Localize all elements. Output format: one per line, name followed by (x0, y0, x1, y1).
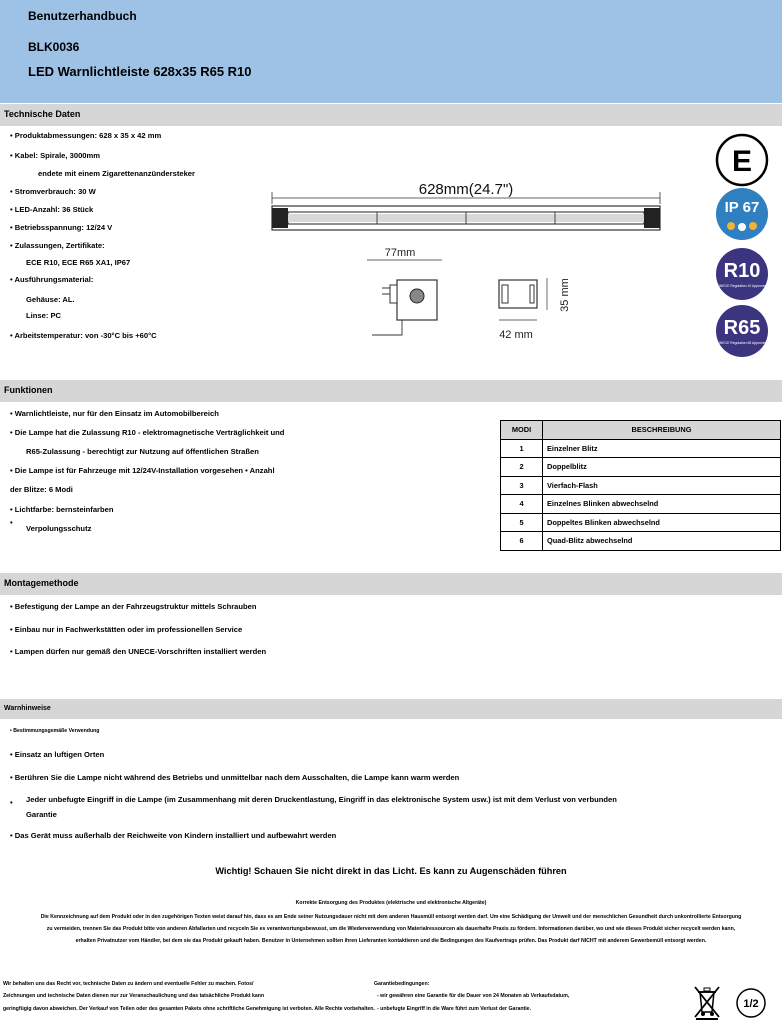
function-item: der Blitze: 6 Modi (10, 485, 73, 494)
footer-disclaimer: Wir behalten uns das Recht vor, technische Daten zu ändern und eventuelle Fehler zu machen. Fotos/ (3, 981, 254, 987)
product-name: LED Warnlichtleiste 628x35 R65 R10 (28, 64, 252, 79)
page-indicator (735, 987, 767, 1019)
tech-item: ECE R10, ECE R65 XA1, IP67 (26, 258, 131, 267)
mode-number: 4 (501, 495, 543, 514)
weee-bin-icon (692, 984, 722, 1020)
ip67-badge-icon (714, 186, 770, 242)
warning-bullet: • (10, 798, 13, 807)
section-tech-header (0, 104, 782, 126)
mode-description: Vierfach-Flash (543, 476, 781, 495)
tech-item: Gehäuse: AL. (26, 295, 75, 304)
e-mark-icon (714, 132, 770, 188)
doc-type-title: Benutzerhandbuch (28, 9, 137, 23)
section-warnings-title: Warnhinweise (4, 705, 51, 712)
mode-number: 1 (501, 439, 543, 458)
document-header (0, 0, 782, 103)
function-item: • Lichtfarbe: bernsteinfarben (10, 505, 114, 514)
warning-small-item: • Bestimmungsgemäße Verwendung (10, 728, 100, 734)
r65-badge-icon (714, 303, 770, 359)
table-row (501, 532, 781, 551)
width-dimension-label: 77mm (384, 247, 416, 259)
svg-text:UNECE Regulation 10 Approved: UNECE Regulation 10 Approved (717, 284, 767, 288)
function-item: • Die Lampe ist für Fahrzeuge mit 12/24V-Installation vorgesehen • Anzahl (10, 466, 275, 475)
tech-item: • Betriebsspannung: 12/24 V (10, 223, 113, 232)
disposal-line: Die Kennzeichnung auf dem Produkt oder in den zugehörigen Texten weist darauf hin, dass es am Ende seiner Nutzungsdauer nicht mit dem anderen Hausmüll entsorgt werden darf. Um eine Schädigung der Umwelt und der menschlichen Gesundheit durch unkontrollierte Entsorgung (40, 914, 742, 920)
mode-description: Quad-Blitz abwechselnd (543, 532, 781, 551)
tech-item: • Arbeitstemperatur: von -30°C bis +60°C (10, 331, 157, 340)
length-dimension-label: 628mm(24.7") (418, 181, 514, 198)
table-row (501, 476, 781, 495)
mode-number: 2 (501, 458, 543, 477)
tech-item: • Stromverbrauch: 30 W (10, 187, 96, 196)
section-functions-header (0, 380, 782, 402)
section-mounting-header (0, 573, 782, 595)
flash-modes-table (500, 420, 781, 551)
depth-dimension-label: 42 mm (499, 329, 533, 341)
footer-disclaimer: geringfügig davon abweichen. Der Verkauf von Teilen oder des gesamten Pakets ohne schriftliche Genehmigung ist verboten. Alle Rechte vorbehalten. (3, 1006, 375, 1012)
tech-item: • Produktabmessungen: 628 x 35 x 42 mm (10, 131, 162, 140)
function-item: • (10, 518, 13, 527)
mounting-item: • Befestigung der Lampe an der Fahrzeugstruktur mittels Schrauben (10, 602, 257, 611)
warranty-line: - unbefugte Eingriff in die Ware führt zum Verlust der Garantie. (377, 1006, 532, 1012)
mode-description: Einzelner Blitz (543, 439, 781, 458)
product-code: BLK0036 (28, 40, 80, 54)
height-dimension-label: 35 mm (559, 278, 571, 312)
svg-text:R10: R10 (723, 260, 761, 282)
table-row (501, 458, 781, 477)
r10-badge-icon (714, 246, 770, 302)
tech-item: • Zulassungen, Zertifikate: (10, 241, 105, 250)
mounting-item: • Einbau nur in Fachwerkstätten oder im professionellen Service (10, 625, 243, 634)
mode-number: 3 (501, 476, 543, 495)
warranty-title: Garantiebedingungen: (374, 981, 430, 987)
footer-disclaimer: Zeichnungen und technische Daten dienen nur zur Veranschaulichung und das tatsächliche Produkt kann (3, 993, 265, 999)
section-functions-title: Funktionen (4, 385, 53, 395)
tech-item: • Ausführungsmaterial: (10, 275, 94, 284)
warranty-line: - wir gewähren eine Garantie für die Dauer von 24 Monaten ab Verkaufsdatum, (377, 993, 570, 999)
svg-text:IP 67: IP 67 (724, 199, 760, 216)
function-item: Verpolungsschutz (26, 524, 92, 533)
section-mounting-title: Montagemethode (4, 578, 79, 588)
mode-number: 6 (501, 532, 543, 551)
disposal-line: zu vermeiden, trennen Sie das Produkt bitte von anderen Abfallarten und recyceln Sie es verantwortungsbewusst, um die Wiederverwendung von Materialressourcen als dauerhafte Praxis zu fördern. Informationen darüber, wo und wie dieses Produkt sicher recycelt werden kann, (46, 926, 736, 932)
svg-text:UNECE Regulation 65 Approved: UNECE Regulation 65 Approved (717, 341, 767, 345)
warning-item: • Berühren Sie die Lampe nicht während des Betriebs und unmittelbar nach dem Ausschalten, die Lampe kann warm werden (10, 773, 460, 782)
table-row (501, 439, 781, 458)
technical-drawing (262, 170, 672, 350)
tech-item: endete mit einem Zigarettenanzündersteker (38, 169, 195, 178)
tech-item: • Kabel: Spirale, 3000mm (10, 151, 101, 160)
table-row (501, 495, 781, 514)
warning-item: • Einsatz an luftigen Orten (10, 750, 105, 759)
warning-item: Jeder unbefugte Eingriff in die Lampe (im Zusammenhang mit deren Druckentlastung, Eingriff in das elektronische System usw.) ist mit dem Verlust von verbunden (26, 795, 617, 804)
function-item: • Die Lampe hat die Zulassung R10 - elektromagnetische Verträglichkeit und (10, 428, 285, 437)
table-header-row (501, 421, 781, 440)
section-tech-title: Technische Daten (4, 109, 81, 119)
important-warning: Wichtig! Schauen Sie nicht direkt in das Licht. Es kann zu Augenschäden führen (215, 866, 567, 876)
warning-item: Garantie (26, 810, 57, 819)
svg-text:E: E (731, 145, 753, 178)
column-header-mode: MODI (501, 421, 543, 440)
mode-description: Einzelnes Blinken abwechselnd (543, 495, 781, 514)
section-warnings-header (0, 699, 782, 719)
table-row (501, 513, 781, 532)
tech-item: Linse: PC (26, 311, 62, 320)
mode-number: 5 (501, 513, 543, 532)
column-header-description: BESCHREIBUNG (543, 421, 781, 440)
disposal-title: Korrekte Entsorgung des Produktes (elektrische und elektronische Altgeräte) (295, 900, 487, 906)
svg-text:R65: R65 (723, 317, 761, 339)
mode-description: Doppeltes Blinken abwechselnd (543, 513, 781, 532)
disposal-line: erhalten Privatnutzer vom Händler, bei dem sie das Produkt gekauft haben. Benutzer in Unternehmen sollten ihren Lieferanten kontaktieren und die Bedingungen des Kaufvertrags prüfen. Das Produkt darf NICHT mit anderem Gewerbemüll entsorgt werden. (75, 938, 707, 944)
function-item: R65-Zulassung - berechtigt zur Nutzung auf öffentlichen Straßen (26, 447, 259, 456)
tech-item: • LED-Anzahl: 36 Stück (10, 205, 94, 214)
function-item: • Warnlichtleiste, nur für den Einsatz im Automobilbereich (10, 409, 219, 418)
page-number: 1/2 (743, 998, 759, 1010)
mode-description: Doppelblitz (543, 458, 781, 477)
warning-item: • Das Gerät muss außerhalb der Reichweite von Kindern installiert und aufbewahrt werden (10, 831, 337, 840)
mounting-item: • Lampen dürfen nur gemäß den UNECE-Vorschriften installiert werden (10, 647, 267, 656)
